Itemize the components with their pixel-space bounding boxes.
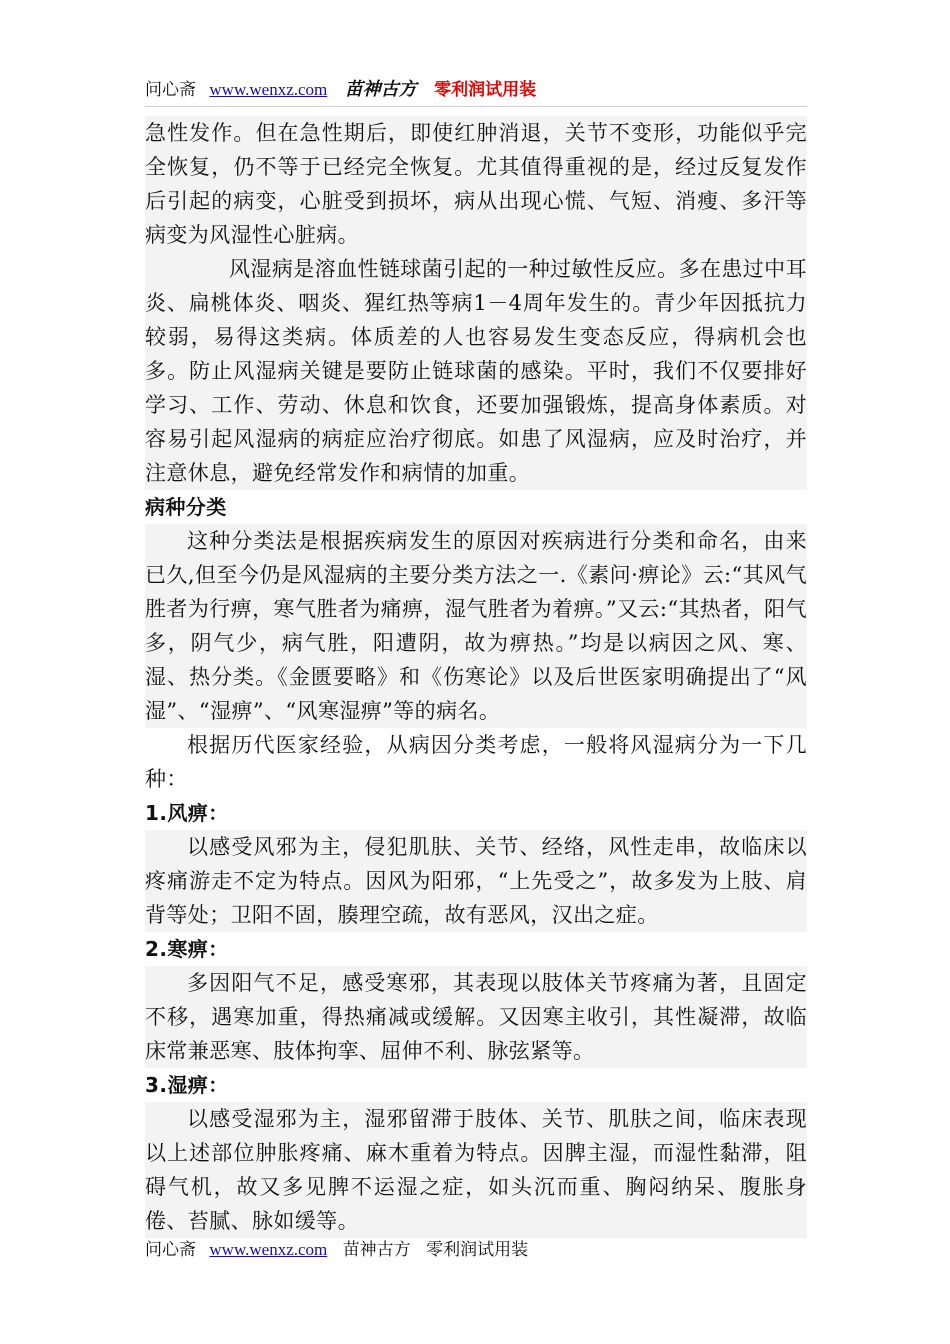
- document-body: [145, 116, 807, 1233]
- section-heading-classification: 病种分类: [145, 495, 227, 519]
- header-website-link[interactable]: www.wenxz.com: [209, 80, 328, 99]
- subheading-damp-bi: 3.湿痹：: [145, 1073, 229, 1097]
- paragraph-damp-bi: 以感受湿邪为主，湿邪留滞于肢体、关节、肌肤之间，临床表现以上述部位肿胀疼痛、麻木重着为特点。因脾主湿，而湿性黏滞，阻碍气机，故又多见脾不运湿之症，如头沉而重、胸闷纳呆、腹胀身倦、苔腻、脉如缓等。: [145, 1102, 807, 1238]
- paragraph-acute-onset: 急性发作。但在急性期后，即使红肿消退，关节不变形，功能似乎完全恢复，仍不等于已经完全恢复。尤其值得重视的是，经过反复发作后引起的病变，心脏受到损坏，病从出现心慌、气短、消瘦、多汗等病变为风湿性心脏病。: [145, 116, 807, 252]
- page-header: [145, 76, 536, 104]
- header-slogan: 零利润试用装: [434, 80, 537, 100]
- paragraph-classification-method: 这种分类法是根据疾病发生的原因对疾病进行分类和命名，由来已久,但至今仍是风湿病的主要分类方法之一.《素问·痹论》云:“其风气胜者为行痹，寒气胜者为痛痹，湿气胜者为着痹。”又云:“其热者，阳气多，阴气少，病气胜，阳遭阴，故为痹热。”均是以病因之风、寒、湿、热分类。《金匮要略》和《伤寒论》以及后世医家明确提出了“风湿”、“湿痹”、“风寒湿痹”等的病名。: [145, 524, 807, 728]
- page-footer: [145, 1236, 528, 1264]
- subheading-cold-bi: 2.寒痹：: [145, 937, 229, 961]
- footer-slogan: 零利润试用装: [426, 1240, 529, 1260]
- paragraph-types-intro: 根据历代医家经验，从病因分类考虑，一般将风湿病分为一下几种：: [145, 733, 807, 791]
- footer-website-link[interactable]: www.wenxz.com: [209, 1240, 328, 1259]
- footer-site-name: 问心斋: [145, 1240, 196, 1260]
- paragraph-wind-bi: 以感受风邪为主，侵犯肌肤、关节、经络，风性走串，故临床以疼痛游走不定为特点。因风为阳邪，“上先受之”，故多发为上肢、肩背等处；卫阳不固，腠理空疏，故有恶风，汉出之症。: [145, 830, 807, 932]
- header-site-name: 问心斋: [145, 80, 196, 100]
- footer-brand: 苗神古方: [342, 1240, 411, 1260]
- paragraph-streptococcus: 风湿病是溶血性链球菌引起的一种过敏性反应。多在患过中耳炎、扁桃体炎、咽炎、猩红热等病1－4周年发生的。青少年因抵抗力较弱，易得这类病。体质差的人也容易发生变态反应，得病机会也多。防止风湿病关键是要防止链球菌的感染。平时，我们不仅要排好学习、工作、劳动、休息和饮食，还要加强锻炼，提高身体素质。对容易引起风湿病的病症应治疗彻底。如患了风湿病，应及时治疗，并注意休息，避免经常发作和病情的加重。: [145, 252, 807, 490]
- subheading-wind-bi: 1.风痹：: [145, 801, 229, 825]
- header-divider: [145, 106, 807, 107]
- paragraph-cold-bi: 多因阳气不足，感受寒邪，其表现以肢体关节疼痛为著，且固定不移，遇寒加重，得热痛减或缓解。又因寒主收引，其性凝滞，故临床常兼恶寒、肢体拘挛、屈伸不利、脉弦紧等。: [145, 966, 807, 1068]
- header-brand-logo: 苗神古方: [344, 79, 417, 100]
